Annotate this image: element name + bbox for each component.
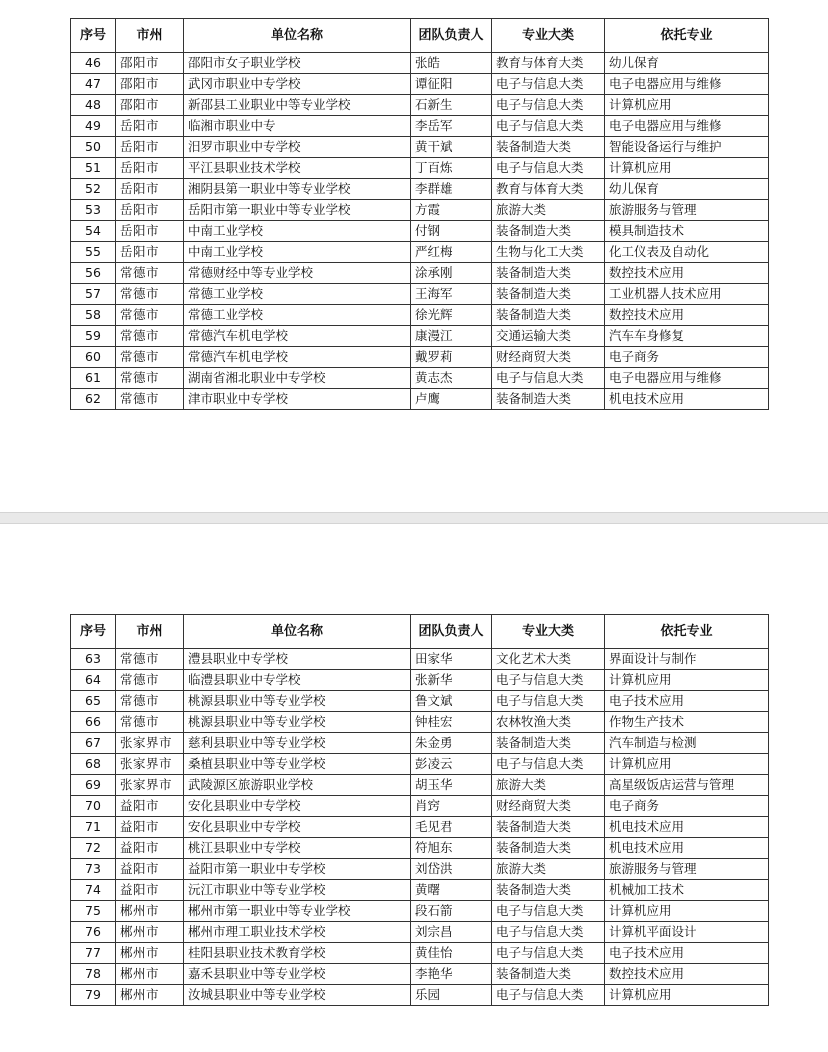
cell-leader: 张新华: [411, 670, 492, 691]
cell-specialty: 电子商务: [605, 347, 769, 368]
cell-specialty: 界面设计与制作: [605, 649, 769, 670]
table-body-page-1: [71, 53, 769, 410]
table-row: [71, 670, 769, 691]
header-specialty: 依托专业: [605, 615, 769, 649]
cell-no: 63: [71, 649, 116, 670]
cell-unit: 平江县职业技术学校: [184, 158, 411, 179]
cell-specialty: 电子商务: [605, 796, 769, 817]
cell-city: 邵阳市: [116, 95, 184, 116]
cell-no: 54: [71, 221, 116, 242]
cell-category: 装备制造大类: [492, 964, 605, 985]
cell-no: 52: [71, 179, 116, 200]
cell-no: 53: [71, 200, 116, 221]
table-row: [71, 775, 769, 796]
cell-no: 62: [71, 389, 116, 410]
cell-specialty: 计算机应用: [605, 901, 769, 922]
cell-leader: 涂承刚: [411, 263, 492, 284]
table-row: [71, 242, 769, 263]
table-row: [71, 200, 769, 221]
cell-no: 72: [71, 838, 116, 859]
cell-unit: 常德财经中等专业学校: [184, 263, 411, 284]
cell-leader: 黄曙: [411, 880, 492, 901]
cell-unit: 郴州市第一职业中等专业学校: [184, 901, 411, 922]
cell-specialty: 旅游服务与管理: [605, 200, 769, 221]
cell-no: 55: [71, 242, 116, 263]
cell-unit: 桂阳县职业技术教育学校: [184, 943, 411, 964]
cell-unit: 临澧县职业中专学校: [184, 670, 411, 691]
cell-leader: 黄志杰: [411, 368, 492, 389]
cell-no: 73: [71, 859, 116, 880]
cell-category: 农林牧渔大类: [492, 712, 605, 733]
roster-table-page-1: [70, 18, 769, 410]
cell-category: 电子与信息大类: [492, 754, 605, 775]
cell-specialty: 幼儿保育: [605, 179, 769, 200]
cell-specialty: 幼儿保育: [605, 53, 769, 74]
table-row: [71, 326, 769, 347]
cell-unit: 沅江市职业中等专业学校: [184, 880, 411, 901]
cell-specialty: 汽车车身修复: [605, 326, 769, 347]
cell-leader: 胡玉华: [411, 775, 492, 796]
header-no: 序号: [71, 19, 116, 53]
cell-city: 郴州市: [116, 901, 184, 922]
cell-specialty: 数控技术应用: [605, 305, 769, 326]
table-header-row: [71, 615, 769, 649]
table-row: [71, 347, 769, 368]
cell-category: 装备制造大类: [492, 137, 605, 158]
cell-specialty: 高星级饭店运营与管理: [605, 775, 769, 796]
cell-unit: 邵阳市女子职业学校: [184, 53, 411, 74]
cell-specialty: 工业机器人技术应用: [605, 284, 769, 305]
cell-leader: 朱金勇: [411, 733, 492, 754]
cell-city: 益阳市: [116, 880, 184, 901]
cell-category: 装备制造大类: [492, 817, 605, 838]
cell-leader: 段石箭: [411, 901, 492, 922]
cell-category: 电子与信息大类: [492, 368, 605, 389]
table-row: [71, 733, 769, 754]
cell-leader: 田家华: [411, 649, 492, 670]
header-category: 专业大类: [492, 19, 605, 53]
table-row: [71, 649, 769, 670]
cell-no: 78: [71, 964, 116, 985]
cell-category: 电子与信息大类: [492, 95, 605, 116]
table-row: [71, 389, 769, 410]
cell-city: 常德市: [116, 712, 184, 733]
cell-city: 张家界市: [116, 733, 184, 754]
cell-no: 79: [71, 985, 116, 1006]
cell-category: 装备制造大类: [492, 305, 605, 326]
cell-leader: 李艳华: [411, 964, 492, 985]
table-row: [71, 116, 769, 137]
cell-no: 69: [71, 775, 116, 796]
table-row: [71, 368, 769, 389]
cell-unit: 郴州市理工职业技术学校: [184, 922, 411, 943]
cell-specialty: 机电技术应用: [605, 817, 769, 838]
cell-category: 装备制造大类: [492, 733, 605, 754]
cell-no: 75: [71, 901, 116, 922]
cell-city: 常德市: [116, 347, 184, 368]
cell-no: 74: [71, 880, 116, 901]
cell-category: 电子与信息大类: [492, 985, 605, 1006]
cell-specialty: 电子技术应用: [605, 943, 769, 964]
table-row: [71, 691, 769, 712]
cell-city: 益阳市: [116, 796, 184, 817]
cell-unit: 临湘市职业中专: [184, 116, 411, 137]
cell-category: 财经商贸大类: [492, 347, 605, 368]
header-specialty: 依托专业: [605, 19, 769, 53]
cell-city: 常德市: [116, 305, 184, 326]
table-row: [71, 74, 769, 95]
header-unit: 单位名称: [184, 19, 411, 53]
cell-no: 49: [71, 116, 116, 137]
cell-unit: 常德汽车机电学校: [184, 347, 411, 368]
cell-category: 装备制造大类: [492, 263, 605, 284]
cell-leader: 李岳军: [411, 116, 492, 137]
roster-table-page-2: [70, 614, 769, 1006]
cell-category: 装备制造大类: [492, 221, 605, 242]
cell-city: 岳阳市: [116, 221, 184, 242]
cell-city: 岳阳市: [116, 137, 184, 158]
cell-leader: 卢鹰: [411, 389, 492, 410]
cell-city: 益阳市: [116, 817, 184, 838]
cell-category: 电子与信息大类: [492, 158, 605, 179]
cell-category: 电子与信息大类: [492, 922, 605, 943]
cell-specialty: 计算机应用: [605, 754, 769, 775]
cell-category: 电子与信息大类: [492, 670, 605, 691]
cell-city: 郴州市: [116, 985, 184, 1006]
cell-unit: 慈利县职业中等专业学校: [184, 733, 411, 754]
cell-category: 装备制造大类: [492, 284, 605, 305]
cell-unit: 中南工业学校: [184, 242, 411, 263]
cell-no: 56: [71, 263, 116, 284]
cell-leader: 彭凌云: [411, 754, 492, 775]
cell-city: 岳阳市: [116, 116, 184, 137]
cell-city: 常德市: [116, 368, 184, 389]
cell-leader: 符旭东: [411, 838, 492, 859]
cell-category: 财经商贸大类: [492, 796, 605, 817]
cell-leader: 康漫江: [411, 326, 492, 347]
cell-unit: 常德汽车机电学校: [184, 326, 411, 347]
cell-leader: 谭征阳: [411, 74, 492, 95]
cell-city: 郴州市: [116, 922, 184, 943]
header-city: 市州: [116, 19, 184, 53]
cell-leader: 徐光辉: [411, 305, 492, 326]
page-separator: [0, 512, 828, 524]
cell-unit: 桃源县职业中等专业学校: [184, 712, 411, 733]
table-row: [71, 95, 769, 116]
cell-unit: 中南工业学校: [184, 221, 411, 242]
cell-specialty: 汽车制造与检测: [605, 733, 769, 754]
cell-unit: 安化县职业中专学校: [184, 817, 411, 838]
table-row: [71, 263, 769, 284]
table-row: [71, 880, 769, 901]
cell-category: 电子与信息大类: [492, 74, 605, 95]
cell-leader: 黄干斌: [411, 137, 492, 158]
cell-no: 50: [71, 137, 116, 158]
cell-unit: 湖南省湘北职业中专学校: [184, 368, 411, 389]
cell-unit: 湘阴县第一职业中等专业学校: [184, 179, 411, 200]
cell-unit: 桑植县职业中等专业学校: [184, 754, 411, 775]
table-row: [71, 901, 769, 922]
table-row: [71, 754, 769, 775]
cell-leader: 付钢: [411, 221, 492, 242]
cell-category: 装备制造大类: [492, 880, 605, 901]
cell-city: 常德市: [116, 263, 184, 284]
cell-category: 电子与信息大类: [492, 943, 605, 964]
cell-specialty: 旅游服务与管理: [605, 859, 769, 880]
cell-unit: 津市职业中专学校: [184, 389, 411, 410]
cell-specialty: 化工仪表及自动化: [605, 242, 769, 263]
cell-specialty: 计算机应用: [605, 985, 769, 1006]
cell-no: 46: [71, 53, 116, 74]
cell-no: 66: [71, 712, 116, 733]
cell-specialty: 计算机应用: [605, 95, 769, 116]
cell-specialty: 计算机应用: [605, 670, 769, 691]
cell-specialty: 计算机应用: [605, 158, 769, 179]
cell-city: 岳阳市: [116, 242, 184, 263]
cell-category: 装备制造大类: [492, 838, 605, 859]
cell-unit: 武陵源区旅游职业学校: [184, 775, 411, 796]
cell-category: 电子与信息大类: [492, 116, 605, 137]
table-row: [71, 158, 769, 179]
cell-no: 71: [71, 817, 116, 838]
cell-city: 益阳市: [116, 838, 184, 859]
cell-unit: 汝城县职业中等专业学校: [184, 985, 411, 1006]
cell-city: 常德市: [116, 649, 184, 670]
table-row: [71, 943, 769, 964]
cell-specialty: 电子电器应用与维修: [605, 368, 769, 389]
cell-no: 61: [71, 368, 116, 389]
header-unit: 单位名称: [184, 615, 411, 649]
cell-city: 郴州市: [116, 964, 184, 985]
table-header-row: [71, 19, 769, 53]
cell-category: 旅游大类: [492, 200, 605, 221]
cell-leader: 石新生: [411, 95, 492, 116]
table-row: [71, 985, 769, 1006]
cell-specialty: 电子电器应用与维修: [605, 116, 769, 137]
cell-leader: 张皓: [411, 53, 492, 74]
cell-specialty: 计算机平面设计: [605, 922, 769, 943]
cell-category: 文化艺术大类: [492, 649, 605, 670]
cell-leader: 刘岱洪: [411, 859, 492, 880]
table-row: [71, 922, 769, 943]
cell-leader: 肖窍: [411, 796, 492, 817]
cell-leader: 鲁文斌: [411, 691, 492, 712]
cell-city: 常德市: [116, 670, 184, 691]
cell-category: 教育与体育大类: [492, 53, 605, 74]
cell-unit: 武冈市职业中专学校: [184, 74, 411, 95]
cell-leader: 方霞: [411, 200, 492, 221]
cell-specialty: 作物生产技术: [605, 712, 769, 733]
document-page-2: [0, 524, 828, 1052]
cell-unit: 安化县职业中专学校: [184, 796, 411, 817]
cell-unit: 汨罗市职业中专学校: [184, 137, 411, 158]
cell-city: 郴州市: [116, 943, 184, 964]
cell-leader: 毛见君: [411, 817, 492, 838]
header-city: 市州: [116, 615, 184, 649]
cell-unit: 益阳市第一职业中专学校: [184, 859, 411, 880]
table-row: [71, 859, 769, 880]
cell-no: 51: [71, 158, 116, 179]
header-leader: 团队负责人: [411, 615, 492, 649]
table-row: [71, 137, 769, 158]
cell-specialty: 电子技术应用: [605, 691, 769, 712]
cell-leader: 戴罗莉: [411, 347, 492, 368]
table-row: [71, 221, 769, 242]
cell-no: 65: [71, 691, 116, 712]
cell-unit: 岳阳市第一职业中等专业学校: [184, 200, 411, 221]
cell-unit: 嘉禾县职业中等专业学校: [184, 964, 411, 985]
cell-category: 交通运输大类: [492, 326, 605, 347]
cell-unit: 澧县职业中专学校: [184, 649, 411, 670]
cell-category: 电子与信息大类: [492, 901, 605, 922]
cell-specialty: 智能设备运行与维护: [605, 137, 769, 158]
cell-no: 68: [71, 754, 116, 775]
cell-specialty: 数控技术应用: [605, 964, 769, 985]
table-row: [71, 964, 769, 985]
cell-unit: 桃江县职业中专学校: [184, 838, 411, 859]
cell-no: 67: [71, 733, 116, 754]
cell-leader: 严红梅: [411, 242, 492, 263]
cell-city: 邵阳市: [116, 53, 184, 74]
cell-leader: 钟桂宏: [411, 712, 492, 733]
cell-unit: 常德工业学校: [184, 305, 411, 326]
document-page-1: [0, 0, 828, 512]
cell-category: 电子与信息大类: [492, 691, 605, 712]
cell-no: 58: [71, 305, 116, 326]
cell-specialty: 机械加工技术: [605, 880, 769, 901]
cell-category: 生物与化工大类: [492, 242, 605, 263]
cell-leader: 乐园: [411, 985, 492, 1006]
header-leader: 团队负责人: [411, 19, 492, 53]
cell-leader: 黄佳怡: [411, 943, 492, 964]
cell-leader: 刘宗昌: [411, 922, 492, 943]
cell-city: 常德市: [116, 284, 184, 305]
cell-unit: 新邵县工业职业中等专业学校: [184, 95, 411, 116]
cell-specialty: 模具制造技术: [605, 221, 769, 242]
cell-city: 岳阳市: [116, 158, 184, 179]
cell-specialty: 机电技术应用: [605, 389, 769, 410]
cell-city: 岳阳市: [116, 200, 184, 221]
cell-no: 70: [71, 796, 116, 817]
cell-specialty: 数控技术应用: [605, 263, 769, 284]
table-row: [71, 796, 769, 817]
cell-category: 旅游大类: [492, 775, 605, 796]
table-row: [71, 817, 769, 838]
cell-leader: 王海军: [411, 284, 492, 305]
cell-unit: 常德工业学校: [184, 284, 411, 305]
table-row: [71, 838, 769, 859]
cell-leader: 丁百炼: [411, 158, 492, 179]
cell-no: 57: [71, 284, 116, 305]
cell-no: 76: [71, 922, 116, 943]
header-category: 专业大类: [492, 615, 605, 649]
cell-city: 邵阳市: [116, 74, 184, 95]
cell-no: 64: [71, 670, 116, 691]
cell-specialty: 机电技术应用: [605, 838, 769, 859]
cell-city: 常德市: [116, 389, 184, 410]
cell-no: 60: [71, 347, 116, 368]
cell-city: 常德市: [116, 691, 184, 712]
cell-city: 张家界市: [116, 754, 184, 775]
table-row: [71, 305, 769, 326]
table-row: [71, 179, 769, 200]
cell-no: 59: [71, 326, 116, 347]
table-row: [71, 712, 769, 733]
cell-city: 益阳市: [116, 859, 184, 880]
cell-leader: 李群雄: [411, 179, 492, 200]
cell-no: 48: [71, 95, 116, 116]
cell-no: 47: [71, 74, 116, 95]
cell-unit: 桃源县职业中等专业学校: [184, 691, 411, 712]
cell-category: 教育与体育大类: [492, 179, 605, 200]
cell-specialty: 电子电器应用与维修: [605, 74, 769, 95]
table-row: [71, 284, 769, 305]
cell-city: 岳阳市: [116, 179, 184, 200]
table-row: [71, 53, 769, 74]
header-no: 序号: [71, 615, 116, 649]
cell-category: 装备制造大类: [492, 389, 605, 410]
cell-city: 张家界市: [116, 775, 184, 796]
cell-no: 77: [71, 943, 116, 964]
cell-category: 旅游大类: [492, 859, 605, 880]
table-body-page-2: [71, 649, 769, 1006]
cell-city: 常德市: [116, 326, 184, 347]
